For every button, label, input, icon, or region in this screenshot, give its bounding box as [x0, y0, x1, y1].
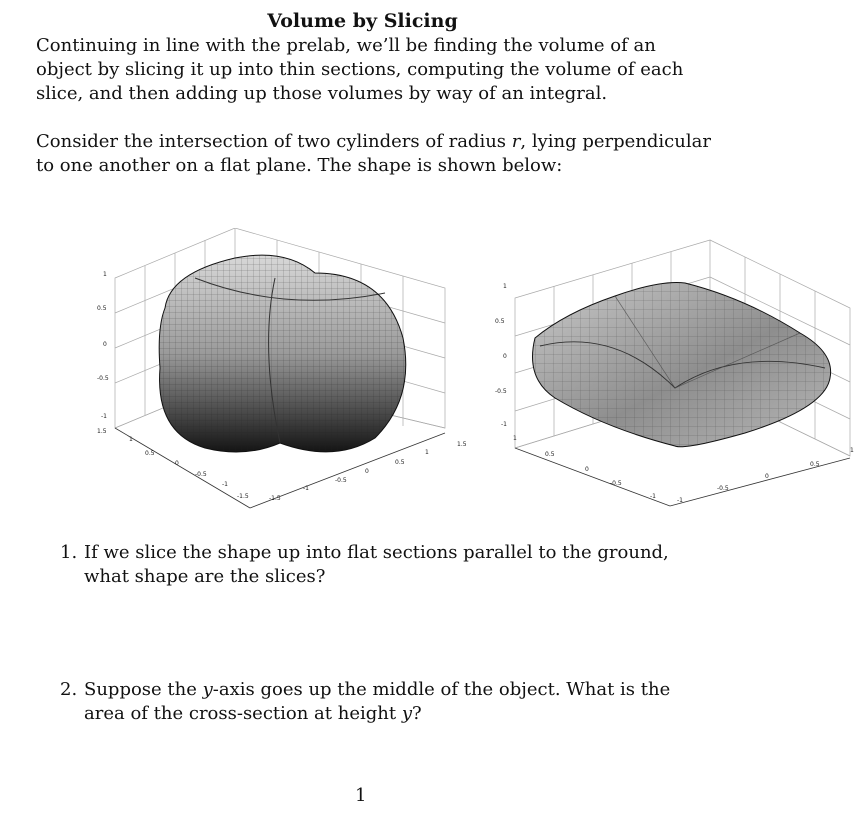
left-right-tick: 0.5 — [395, 459, 405, 466]
left-front-tick: 0 — [175, 460, 179, 467]
left-z-tick: 1 — [103, 271, 107, 278]
left-front-tick: -1 — [222, 481, 228, 488]
left-right-tick: 1 — [425, 449, 429, 456]
figure-3d-plots — [85, 228, 866, 518]
question-number: 2. — [60, 679, 78, 700]
right-z-tick: 0.5 — [495, 318, 505, 325]
y-variable: y — [401, 703, 412, 724]
setup-paragraph — [36, 130, 716, 178]
right-z-tick: 0 — [503, 353, 507, 360]
left-solid-shape — [159, 255, 406, 452]
y-variable: y — [202, 679, 213, 700]
setup-text-before: Consider the intersection of two cylinders of radius — [36, 131, 512, 152]
left-right-tick: -1 — [303, 485, 309, 492]
left-right-tick: -1.5 — [269, 495, 281, 502]
left-right-tick: -0.5 — [335, 477, 347, 484]
right-front-tick: 0 — [585, 466, 589, 473]
question-text — [84, 678, 699, 726]
right-solid-shape — [533, 283, 831, 447]
right-right-tick: -1 — [677, 497, 683, 504]
left-right-tick: 0 — [365, 468, 369, 475]
setup-text-after: , lying perpendicular to one another on a flat plane. The shape is shown below: — [36, 131, 711, 176]
question-number: 1. — [60, 542, 78, 563]
right-right-tick: -0.5 — [717, 485, 729, 492]
left-z-tick: 0 — [103, 341, 107, 348]
page-number: 1 — [355, 785, 367, 806]
left-front-tick: -1.5 — [237, 493, 249, 500]
intro-paragraph: Continuing in line with the prelab, we’ll be finding the volume of an object by slicing it up into thin sections, computing the volume of each slice, and then adding up those volumes by way of an integral. — [36, 35, 684, 104]
left-plot — [97, 228, 467, 508]
left-z-tick: -0.5 — [97, 375, 109, 382]
right-front-tick: -0.5 — [610, 480, 622, 487]
question-text-part: -axis goes up the middle of the object. What is the area of the cross-section at height — [84, 679, 671, 724]
left-z-tick: 0.5 — [97, 305, 107, 312]
right-front-tick: 1 — [513, 435, 517, 442]
question-text: If we slice the shape up into flat sections parallel to the ground, what shape are the slices? — [84, 542, 669, 587]
right-z-tick: -1 — [501, 421, 507, 428]
left-front-tick: 1.5 — [97, 428, 107, 435]
radius-variable: r — [511, 131, 521, 152]
right-right-tick: 0 — [765, 473, 769, 480]
question-text-part: Suppose the — [84, 679, 203, 700]
left-front-tick: -0.5 — [195, 471, 207, 478]
left-front-tick: 0.5 — [145, 450, 155, 457]
left-z-tick: -1 — [101, 413, 107, 420]
right-front-tick: 0.5 — [545, 451, 555, 458]
document-title: Volume by Slicing — [267, 10, 458, 32]
right-z-tick: -0.5 — [495, 388, 507, 395]
right-right-tick: 0.5 — [810, 461, 820, 468]
left-front-tick: 1 — [129, 436, 133, 443]
left-right-tick: 1.5 — [457, 441, 467, 448]
right-front-tick: -1 — [650, 493, 656, 500]
right-z-tick: 1 — [503, 283, 507, 290]
question-text-part: ? — [411, 703, 422, 724]
right-plot — [495, 240, 854, 506]
right-right-tick: 1 — [850, 447, 854, 454]
